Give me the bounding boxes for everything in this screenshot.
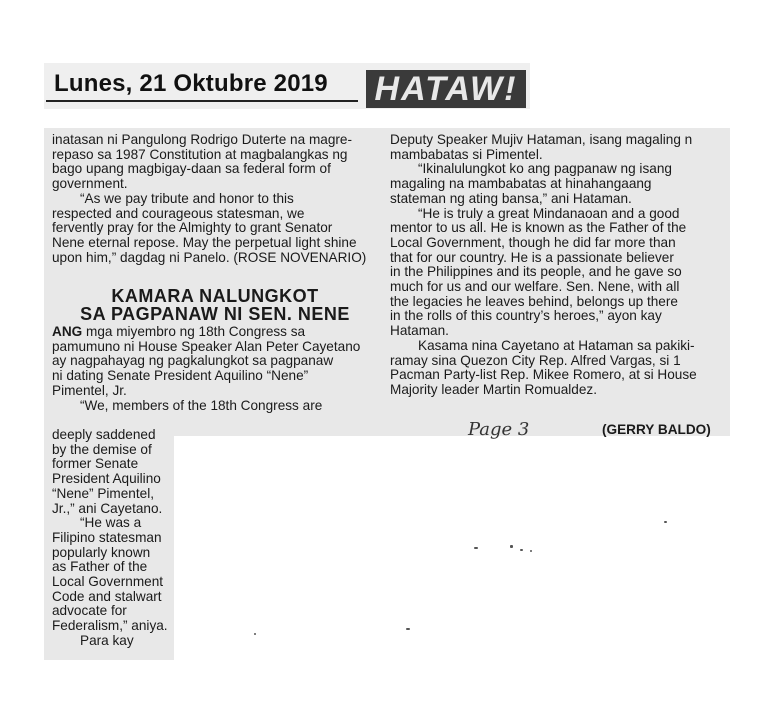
left-column [52, 133, 378, 265]
narrow-line: Para kay [80, 632, 134, 648]
header-rule [46, 100, 358, 102]
article1-line: inatasan ni Pangulong Rodrigo Duterte na magre- [52, 132, 353, 147]
right-line: Hataman. [390, 323, 449, 339]
right-column [390, 133, 718, 398]
article2-line: “We, members of the 18th Congress are [80, 397, 323, 413]
narrow-line: Code and stalwart [52, 588, 162, 604]
narrow-line: advocate for [52, 603, 127, 619]
right-line: mambabatas si Pimentel. [390, 146, 543, 162]
narrow-line: “Nene” Pimentel, [52, 485, 154, 501]
headline-line-2: SA PAGPANAW NI SEN. NENE [80, 304, 350, 324]
narrow-line: by the demise of [52, 441, 152, 457]
scan-speck [510, 545, 513, 548]
scan-speck [474, 547, 478, 549]
article1-line: fervently pray for the Almighty to grant Senator [52, 220, 333, 236]
narrow-line: deeply saddened [52, 427, 156, 442]
right-line: ramay sina Quezon City Rep. Alfred Vargas, si 1 [390, 352, 681, 368]
scan-speck [406, 628, 410, 630]
article1-line: upon him,” dagdag ni Panelo. (ROSE NOVENARIO) [52, 249, 367, 265]
article2-line: Pimentel, Jr. [52, 382, 127, 398]
scan-speck [530, 550, 532, 552]
article2-headline [60, 287, 370, 323]
article1-line: repaso sa 1987 Constitution at magbalangkas ng [52, 146, 348, 162]
handwritten-page-note: Page 3 [468, 419, 530, 440]
right-line: stateman ng ating bansa,” ani Hataman. [390, 190, 632, 206]
right-line: Pacman Party-list Rep. Mikee Romero, at si House [390, 367, 697, 383]
narrow-line: Federalism,” aniya. [52, 618, 168, 634]
right-line: Deputy Speaker Mujiv Hataman, isang magaling n [390, 132, 693, 147]
right-line: in the Philippines and its people, and he gave so [390, 264, 682, 280]
article1-line: respected and courageous statesman, we [52, 205, 305, 221]
narrow-line: Jr.,” ani Cayetano. [52, 500, 163, 516]
right-line: “Ikinalulungkot ko ang pagpanaw ng isang [418, 161, 672, 177]
article2-line-text: mga miyembro ng 18th Congress sa [82, 324, 306, 339]
article2-line: ni dating Senate President Aquilino “Nene” [52, 368, 309, 384]
right-line: Kasama nina Cayetano at Hataman sa pakiki- [418, 337, 695, 353]
issue-date: Lunes, 21 Oktubre 2019 [54, 70, 328, 97]
right-line: Majority leader Martin Romualdez. [390, 381, 598, 397]
article2-byline: (GERRY BALDO) [602, 422, 711, 437]
narrow-line: as Father of the [52, 559, 148, 575]
article1-line: Nene eternal repose. May the perpetual light shine [52, 234, 357, 250]
right-line: much for us and our welfare. Sen. Nene, with all [390, 279, 680, 295]
right-line: magaling na mambabatas at hinahangaang [390, 176, 652, 192]
right-line: mentor to us all. He is known as the Father of the [390, 220, 687, 236]
article1-line: government. [52, 176, 128, 192]
article2-line: pamumuno ni House Speaker Alan Peter Cayetano [52, 338, 361, 354]
narrow-line: Local Government [52, 574, 164, 590]
right-line: in the rolls of this country’s heroes,” ayon kay [390, 308, 662, 324]
lead-word: ANG [52, 324, 83, 339]
article1-line: bago upang magbigay-daan sa federal form of [52, 161, 331, 177]
right-line: the legacies he leaves behind, belongs up there [390, 293, 678, 309]
article2-left-column [52, 325, 378, 413]
narrow-line: popularly known [52, 544, 151, 560]
narrow-column [52, 428, 170, 649]
article2-line [52, 325, 378, 340]
masthead-text: HATAW! [374, 70, 518, 108]
headline-line-1: KAMARA NALUNGKOT [111, 286, 319, 306]
scan-speck [254, 633, 256, 635]
article2-line: ay nagpahayag ng pagkalungkot sa pagpanaw [52, 353, 334, 369]
narrow-line: former Senate [52, 456, 139, 472]
right-line: “He is truly a great Mindanaoan and a good [418, 205, 680, 221]
scan-speck [664, 521, 667, 523]
right-line: that for our country. He is a passionate believer [390, 249, 674, 265]
narrow-line: “He was a [80, 515, 142, 531]
masthead-logo [366, 70, 526, 108]
narrow-line: Filipino statesman [52, 529, 162, 545]
narrow-line: President Aquilino [52, 471, 161, 487]
right-line: Local Government, though he did far more than [390, 234, 676, 250]
article1-line: “As we pay tribute and honor to this [80, 190, 294, 206]
scan-speck [520, 549, 523, 551]
